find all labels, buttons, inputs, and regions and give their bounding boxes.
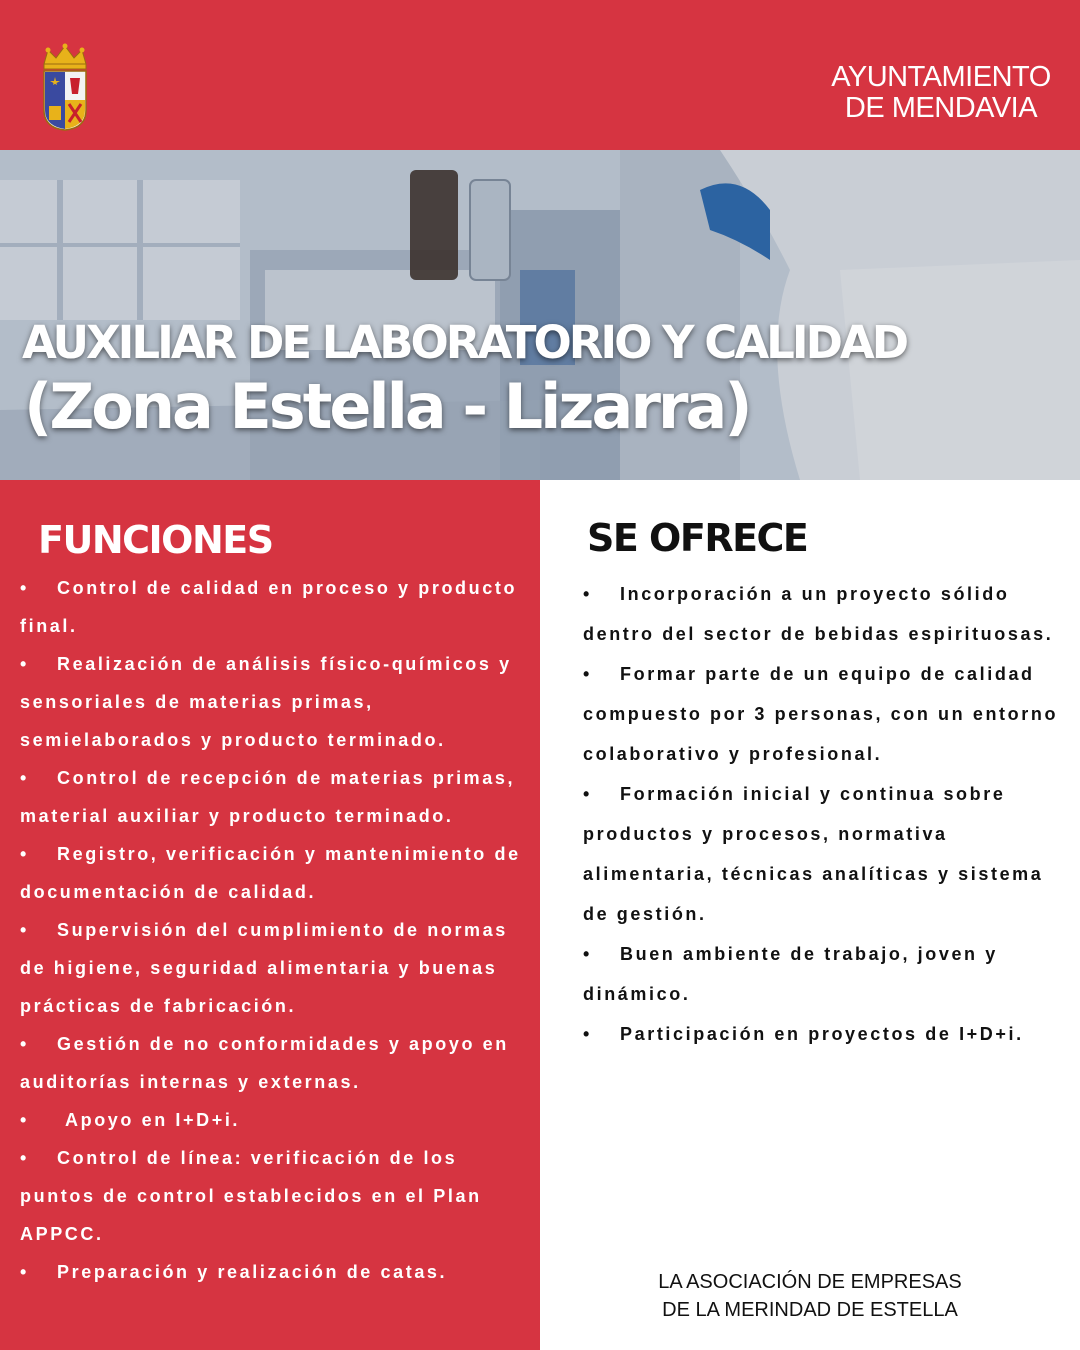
bullet-icon: • [20,1262,29,1282]
list-item [20,569,530,645]
funciones-panel [0,480,540,1350]
list-item [20,645,530,759]
list-item-text: Preparación y realización de catas. [57,1262,448,1282]
list-item [20,759,530,835]
list-item-text: Formar parte de un equipo de calidad compuesto por 3 personas, con un entorno colaborativo y profesional. [583,664,1059,764]
list-item-text: Supervisión del cumplimiento de normas de higiene, seguridad alimentaria y buenas prácticas de fabricación. [20,920,508,1016]
list-item-text: Registro, verificación y mantenimiento de documentación de calidad. [20,844,521,902]
list-item [20,1101,530,1139]
bullet-icon: • [20,654,29,674]
list-item [20,1025,530,1101]
association-name-line2: DE LA MERINDAD DE ESTELLA [662,1299,958,1321]
funciones-title: FUNCIONES [38,518,273,562]
list-item [583,1014,1073,1054]
list-item-text: Incorporación a un proyecto sólido dentro del sector de bebidas espirituosas. [583,584,1054,644]
list-item-text: Buen ambiente de trabajo, joven y dinámico. [583,944,998,1004]
list-item [583,654,1073,774]
bullet-icon: • [20,1148,29,1168]
funciones-list [20,569,530,1291]
list-item-text: Realización de análisis físico-químicos y sensoriales de materias primas, semielaborados y producto terminado. [20,654,512,750]
job-location: (Zona Estella - Lizarra) [24,370,750,443]
list-item [583,934,1073,1014]
list-item [20,835,530,911]
bullet-icon: • [583,944,592,964]
ofrece-list [583,574,1073,1054]
bullet-icon: • [20,768,29,788]
ofrece-panel [540,480,1080,1350]
bullet-icon: • [583,664,592,684]
municipal-coat-of-arms-icon [40,42,90,132]
list-item [583,574,1073,654]
list-item-text: Participación en proyectos de I+D+i. [620,1024,1024,1044]
bullet-icon: • [583,784,592,804]
header-bar [0,0,1080,150]
list-item-text: Control de recepción de materias primas, material auxiliar y producto terminado. [20,768,516,826]
bullet-icon: • [20,1110,29,1130]
association-name [620,1268,1000,1324]
list-item [20,911,530,1025]
list-item-text: Apoyo en I+D+i. [65,1110,241,1130]
organization-name-line1: AYUNTAMIENTO [831,61,1051,93]
bullet-icon: • [583,1024,592,1044]
ofrece-title: SE OFRECE [587,516,808,560]
bullet-icon: • [20,920,29,940]
list-item [20,1253,530,1291]
bullet-icon: • [20,578,29,598]
hero-banner [0,150,1080,480]
organization-name-line2: DE MENDAVIA [844,92,1038,124]
list-item [20,1139,530,1253]
list-item [583,774,1073,934]
bullet-icon: • [20,844,29,864]
list-item-text: Formación inicial y continua sobre productos y procesos, normativa alimentaria, técnicas analíticas y sistema de gestión. [583,784,1044,924]
job-title: AUXILIAR DE LABORATORIO Y CALIDAD [22,316,907,369]
bullet-icon: • [583,584,592,604]
bullet-icon: • [20,1034,29,1054]
organization-name [826,62,1056,124]
list-item-text: Control de línea: verificación de los puntos de control establecidos en el Plan APPCC. [20,1148,482,1244]
list-item-text: Control de calidad en proceso y producto final. [20,578,518,636]
list-item-text: Gestión de no conformidades y apoyo en auditorías internas y externas. [20,1034,509,1092]
association-name-line1: LA ASOCIACIÓN DE EMPRESAS [658,1271,962,1293]
